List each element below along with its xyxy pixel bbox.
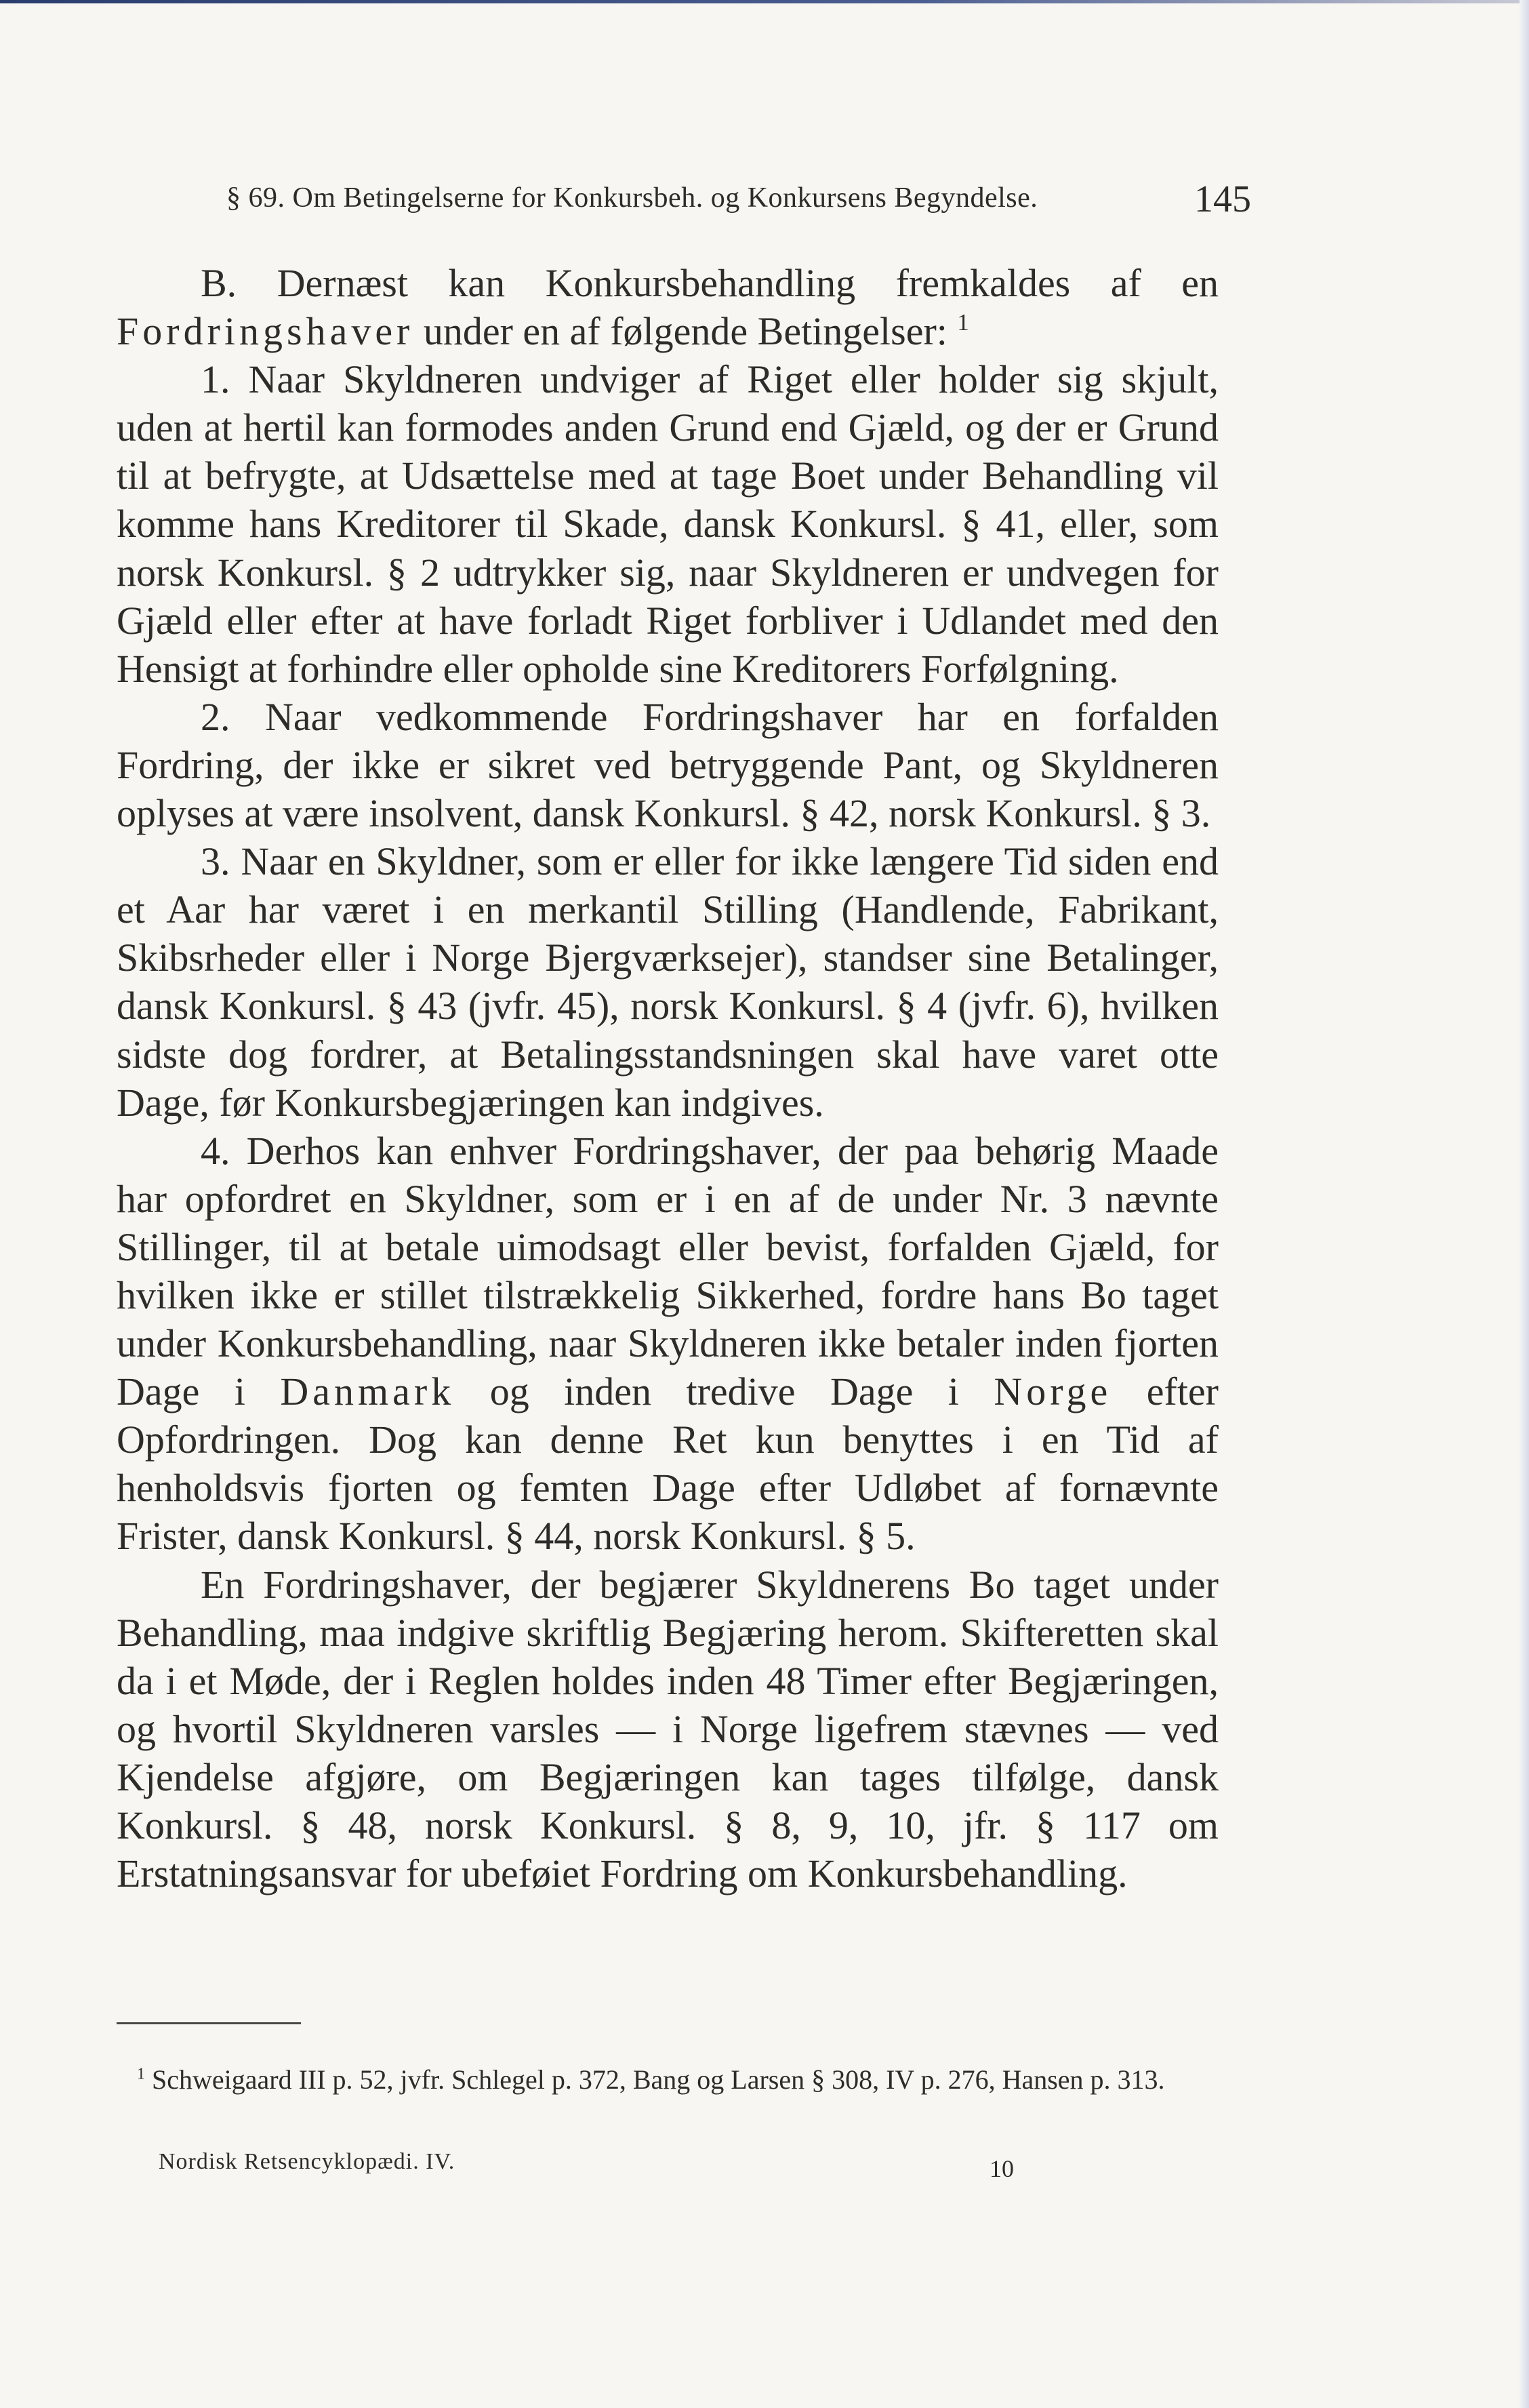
page-top-edge	[0, 0, 1529, 3]
paragraph-condition-1: 1. Naar Skyldneren undviger af Riget eller holder sig skjult, uden at hertil kan formodes anden Grund end Gjæld, og der er Grund til at befrygte, at Udsættelse med at tage Boet under Behandling vil komme hans Kreditorer til Skade, dansk Konkursl. § 41, eller, som norsk Konkursl. § 2 udtrykker sig, naar Skyldneren er undvegen for Gjæld eller efter at have forladt Riget forbliver i Udlandet med den Hensigt at forhindre eller opholde sine Kreditorers Forfølgning.	[117, 357, 1219, 691]
printer-signature: Nordisk Retsencyklopædi. IV.	[159, 2149, 455, 2174]
paragraph-condition-4	[117, 1127, 1219, 1561]
footnote-divider	[117, 2022, 301, 2024]
paragraph-condition-4-text-end: efter Opfordringen. Dog kan denne Ret kun benyttes i en Tid af henholdsvis fjorten og femten Dage efter Udløbet af fornævnte Frister, dansk Konkursl. § 44, norsk Konkursl. § 5.	[117, 1369, 1219, 1559]
running-title: § 69. Om Betingelserne for Konkursbeh. og Konkursens Begyndelse.	[226, 182, 1038, 214]
paragraph-condition-2: 2. Naar vedkommende Fordringshaver har en forfalden Fordring, der ikke er sikret ved betryggende Pant, og Skyldneren oplyses at være insolvent, dansk Konkursl. § 42, norsk Konkursl. § 3.	[117, 694, 1219, 836]
paragraph-intro	[117, 259, 1219, 355]
paragraph-condition-3: 3. Naar en Skyldner, som er eller for ikke længere Tid siden end et Aar har været i en merkantil Stilling (Handlende, Fabrikant, Skibsrheder eller i Norge Bjergværksejer), standser sine Betalinger, dansk Konkursl. § 43 (jvfr. 45), norsk Konkursl. § 4 (jvfr. 6), hvilken sidste dog fordrer, at Betalingsstandsningen skal have varet otte Dage, før Konkursbegjæringen kan indgives.	[117, 839, 1219, 1125]
running-header	[226, 178, 1251, 225]
footnote-reference: 1	[957, 309, 969, 336]
paragraph-intro-text: B. Dernæst kan Konkursbehandling fremkaldes af en	[201, 261, 1219, 305]
paragraph-procedure: En Fordringshaver, der begjærer Skyldnerens Bo taget under Behandling, maa indgive skriftlig Begjæring herom. Skifteretten skal da i et Møde, der i Reglen holdes inden 48 Timer efter Begjæringen, og hvortil Skyldneren varsles — i Norge ligefrem stævnes — ved Kjendelse afgjøre, om Begjæringen kan tages tilfølge, dansk Konkursl. § 48, norsk Konkursl. § 8, 9, 10, jfr. § 117 om Erstatningsansvar for ubeføiet Fordring om Konkursbehandling.	[117, 1562, 1219, 1896]
footnote	[117, 2061, 1215, 2098]
page-number: 145	[1194, 178, 1251, 220]
paragraph-condition-4-text: 4. Derhos kan enhver Fordringshaver, der paa behørig Maade har opfordret en Skyldner, som er i en af de under Nr. 3 nævnte Stillinger, til at betale uimodsagt eller bevist, forfalden Gjæld, for hvilken ikke er stillet tilstrækkelig Sikkerhed, fordre hans Bo taget under Konkursbehandling, naar Skyldneren ikke betaler inden fjorten Dage i	[117, 1128, 1219, 1414]
footnote-text: Schweigaard III p. 52, jvfr. Schlegel p. 372, Bang og Larsen § 308, IV p. 276, Hansen p. 313.	[152, 2064, 1165, 2095]
paragraph-intro-text-end: under en af følgende Betingelser:	[413, 309, 947, 354]
emphasis-danmark: Danmark	[280, 1369, 455, 1414]
emphasis-fordringshaver: Fordringshaver	[117, 309, 414, 354]
main-text	[117, 259, 1219, 1898]
sheet-number: 10	[990, 2155, 1014, 2182]
paragraph-condition-4-text-mid: og inden tredive Dage i	[455, 1369, 994, 1414]
emphasis-norge: Norge	[994, 1369, 1112, 1414]
footnote-marker: 1	[137, 2065, 145, 2083]
page-right-edge	[1520, 0, 1529, 2408]
